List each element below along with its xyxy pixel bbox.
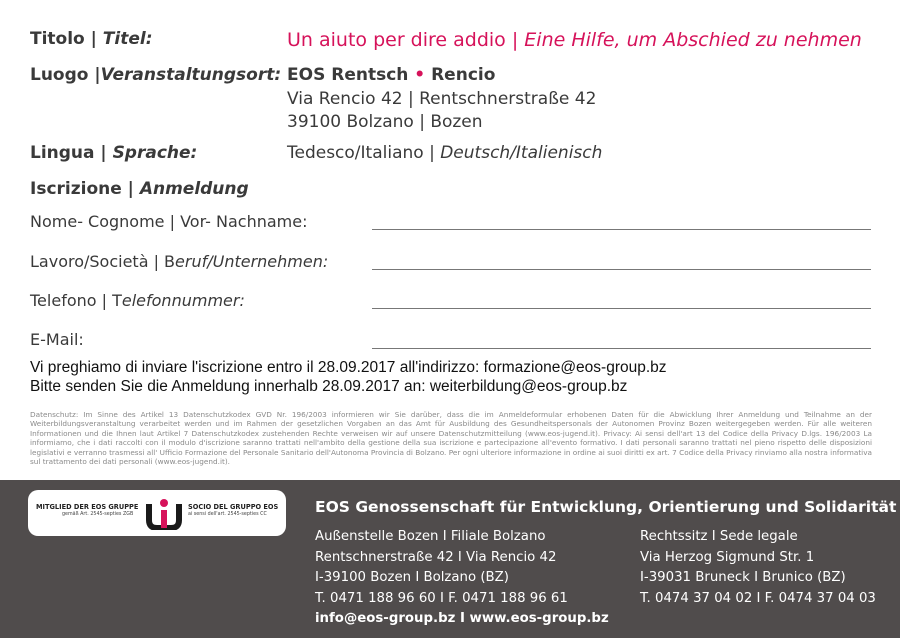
branch-phone: T. 0471 188 96 60 I F. 0471 188 96 61	[315, 590, 568, 606]
eos-logo-icon	[146, 496, 182, 530]
event-title: Un aiuto per dire addio | Eine Hilfe, um Abschied zu nehmen	[287, 29, 862, 51]
phone-field-label: Telefono | Telefonnummer:	[30, 291, 245, 310]
branch-street: Rentschnerstraße 42 I Via Rencio 42	[315, 549, 557, 565]
branch-heading: Außenstelle Bozen I Filiale Bolzano	[315, 529, 546, 544]
hq-heading: Rechtssitz I Sede legale	[640, 529, 798, 544]
venue-label: Luogo |Veranstaltungsort:	[30, 65, 282, 85]
badge-left-sub: gemäß Art. 2545-septies ZGB	[62, 512, 134, 517]
venue-name: EOS Rentsch • Rencio	[287, 65, 496, 85]
privacy-notice: Datenschutz: Im Sinne des Artikel 13 Datenschutzkodex GVD Nr. 196/2003 informieren wir Sie darüber, dass die im Anmeldeformular erhobenen Daten für die Abwicklung Ihrer Anmeldung und Teilnahme an der Weiterbildungsveranstaltung verarbeitet werden und im Rahmen der gesetzlichen Vorgaben an das Amt für Ausbildung des Gesundheitspersonals der Autonomen Provinz Bozen weitergegeben werden. Für alle weiteren Informationen und die Ihnen laut Artikel 7 Datenschutzkodex zustehenden Rechte verweisen wir auf unsere Datenschutzmitteilung (www.eos-jugend.it). Privacy: Ai sensi dell'art 13 del Codice della Privacy D.lgs. 196/2003 La informiamo, che i dati raccolti con il modulo d'iscrizione saranno trattati nell'ambito della gestione della sua iscrizione e partecipazione all'evento formativo. I dati personali saranno trattati nel pieno rispetto delle disposizioni legislativi e verranno trasmessi all' Ufficio Formazione del Personale Sanitario dell'Autonoma Provincia di Bolzano. Per ogni ulteriore informazione in ordine ai suoi diritti ex art. 7 Codice della Privacy rinviamo alla nostra informativa sul trattamento dei dati personali (www.eos-jugend.it).	[30, 410, 872, 467]
title-label: Titolo | Titel:	[30, 29, 153, 49]
badge-right-sub: ai sensi dell'art. 2545-septies CC	[188, 512, 267, 517]
hq-phone: T. 0474 37 04 02 I F. 0474 37 04 03	[640, 590, 876, 606]
name-field-label: Nome- Cognome | Vor- Nachname:	[30, 212, 308, 231]
branch-city: I-39100 Bozen I Bolzano (BZ)	[315, 570, 509, 585]
footer-hq	[640, 527, 876, 609]
bullet-icon: •	[414, 65, 426, 85]
language-value: Tedesco/Italiano | Deutsch/Italienisch	[287, 143, 603, 163]
language-label: Lingua | Sprache:	[30, 143, 198, 163]
job-field-label: Lavoro/Società | Beruf/Unternehmen:	[30, 252, 329, 271]
badge-right-title: SOCIO DEL GRUPPO EOS	[188, 503, 279, 511]
venue-city: 39100 Bolzano | Bozen	[287, 112, 483, 132]
branch-web-link[interactable]: info@eos-group.bz I www.eos-group.bz	[315, 611, 609, 626]
footer-branch	[315, 527, 609, 630]
venue-street: Via Rencio 42 | Rentschnerstraße 42	[287, 89, 597, 109]
job-field-line[interactable]	[372, 269, 871, 270]
email-field-label: E-Mail:	[30, 330, 84, 349]
badge-left-title: MITGLIED DER EOS GRUPPE	[36, 503, 139, 511]
hq-street: Via Herzog Sigmund Str. 1	[640, 549, 815, 565]
notice-german: Bitte senden Sie die Anmeldung innerhalb 28.09.2017 an: weiterbildung@eos-group.bz	[30, 378, 628, 395]
email-field-line[interactable]	[372, 348, 871, 349]
notice-italian: Vi preghiamo di inviare l'iscrizione entro il 28.09.2017 all'indirizzo: formazione@eos-group.bz	[30, 359, 667, 376]
registration-heading: Iscrizione | Anmeldung	[30, 179, 249, 199]
hq-city: I-39031 Bruneck I Brunico (BZ)	[640, 570, 846, 585]
footer-org-name: EOS Genossenschaft für Entwicklung, Orientierung und Solidarität	[315, 498, 897, 516]
eos-member-badge	[28, 490, 286, 536]
phone-field-line[interactable]	[372, 308, 871, 309]
name-field-line[interactable]	[372, 229, 871, 230]
